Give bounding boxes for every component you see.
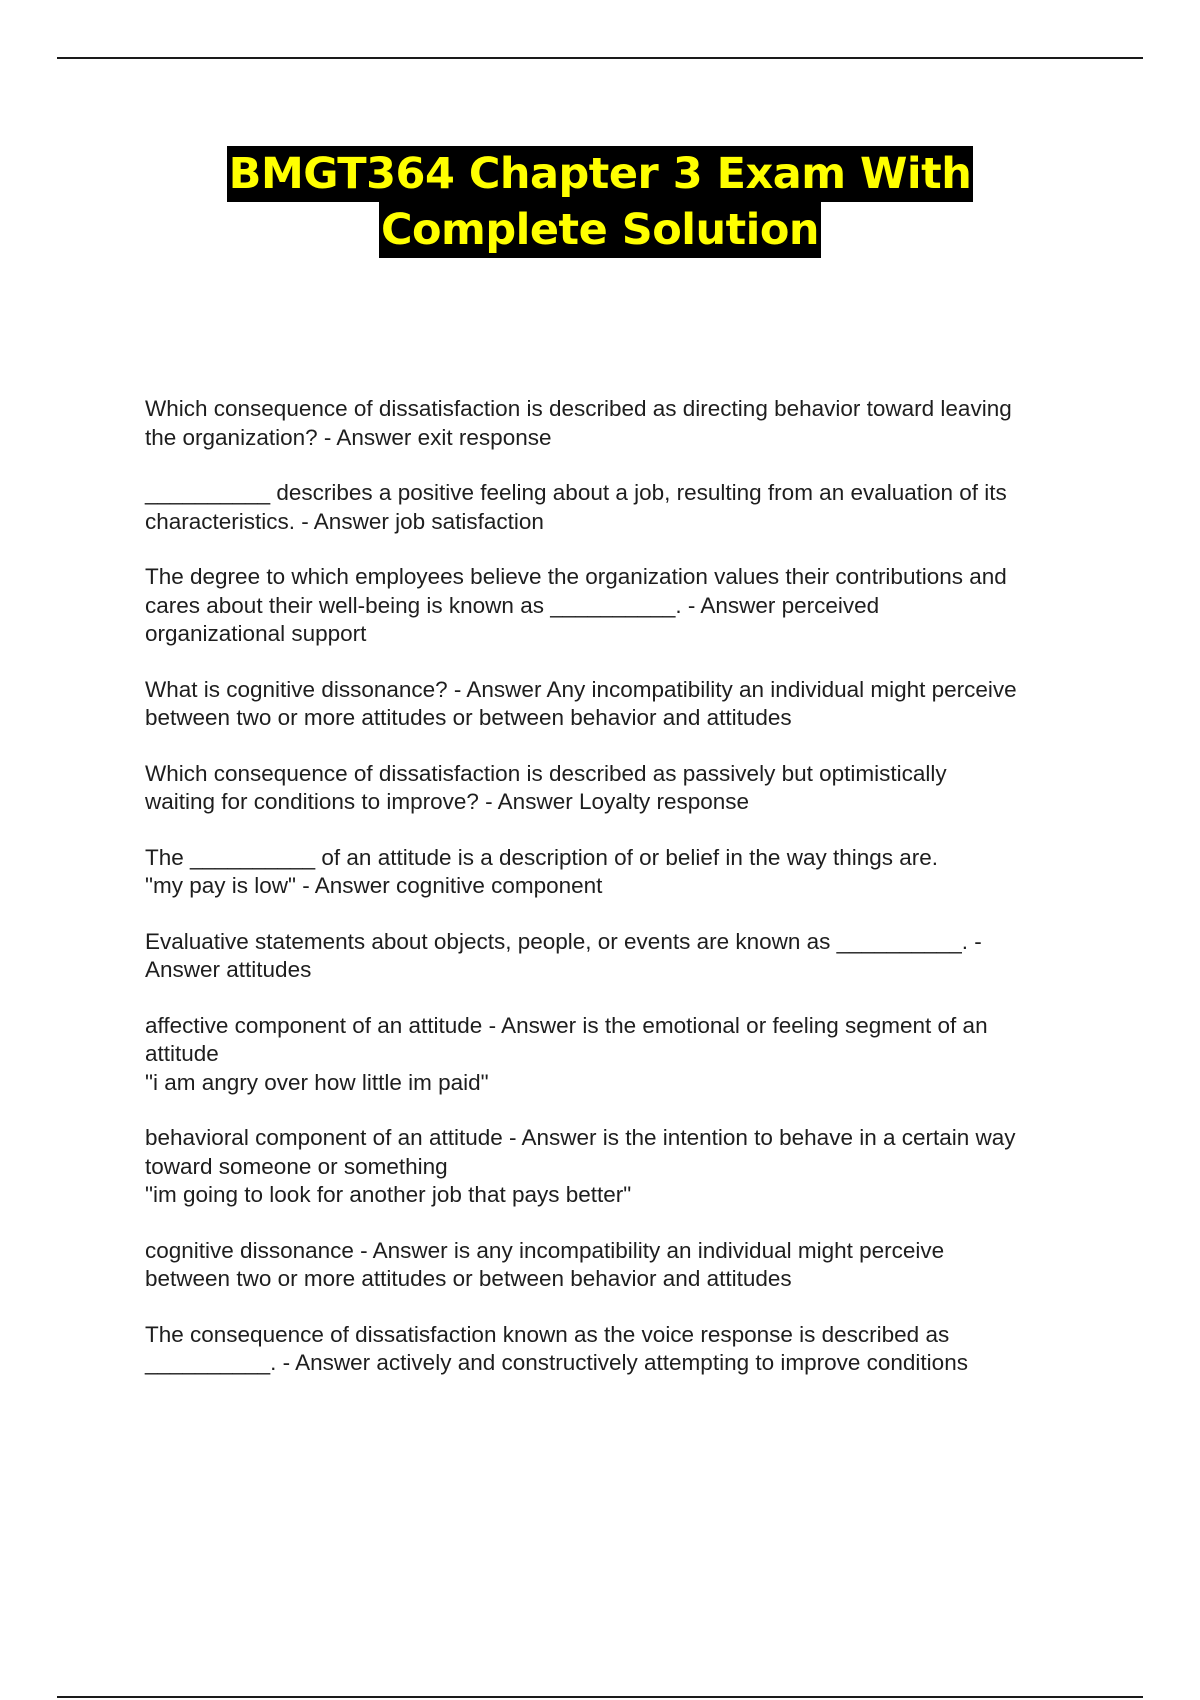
qa-item: The __________ of an attitude is a description of or belief in the way things are. "my pay is low" - Answer cognitive component [145,844,939,898]
qa-item: cognitive dissonance - Answer is any incompatibility an individual might perceive between two or more attitudes or between behavior and attitudes [145,1237,945,1291]
qa-item: affective component of an attitude - Answer is the emotional or feeling segment of an attitude "i am angry over how little im paid" [145,1012,988,1095]
qa-item: Evaluative statements about objects, people, or events are known as __________. - Answer attitudes [145,928,982,982]
qa-item: The consequence of dissatisfaction known as the voice response is described as __________. - Answer actively and constructively attempting to improve conditions [145,1321,968,1375]
qa-item: Which consequence of dissatisfaction is described as passively but optimistically waiting for conditions to improve? - Answer Loyalty response [145,760,947,814]
qa-item: What is cognitive dissonance? - Answer Any incompatibility an individual might perceive between two or more attitudes or between behavior and attitudes [145,676,1017,730]
qa-item: Which consequence of dissatisfaction is described as directing behavior toward leaving the organization? - Answer exit response [145,396,1012,450]
title-line-2: Complete Solution [379,202,821,258]
bottom-divider [57,1696,1143,1698]
qa-item: behavioral component of an attitude - Answer is the intention to behave in a certain way toward someone or something "im going to look for another job that pays better" [145,1125,1016,1207]
qa-item: The degree to which employees believe the organization values their contributions and cares about their well-being is known as __________. - Answer perceived organizational support [145,564,1007,646]
title-line-1: BMGT364 Chapter 3 Exam With [227,146,974,202]
qa-item: __________ describes a positive feeling about a job, resulting from an evaluation of its characteristics. - Answer job satisfaction [145,480,1007,534]
document-title [0,146,1200,258]
top-divider [57,57,1143,59]
qa-list [145,395,1095,1405]
